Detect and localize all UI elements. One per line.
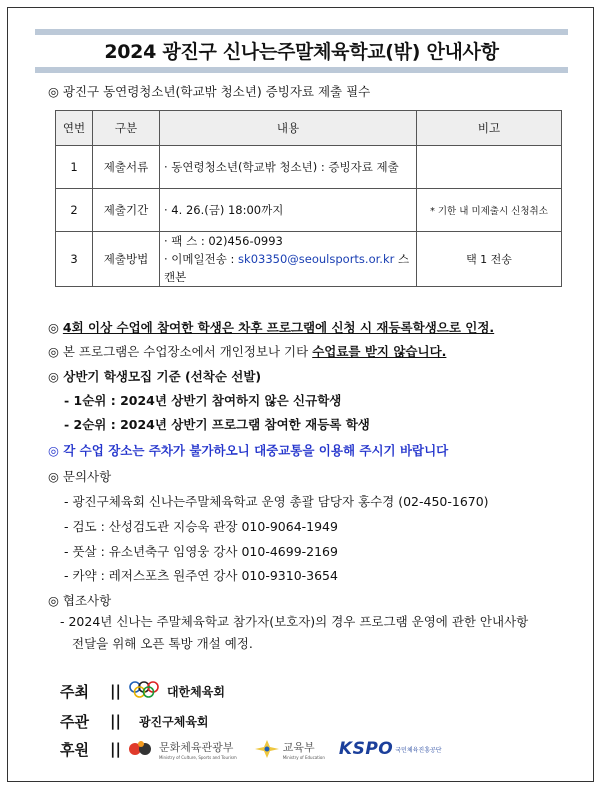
item-no-fee	[48, 342, 446, 360]
support-org1: 문화체육관광부	[158, 740, 234, 754]
host-org: 대한체육회	[166, 684, 225, 699]
cell-category: 제출서류	[93, 146, 160, 189]
item-no-fee-underline: 수업료를 받지 않습니다.	[312, 344, 447, 359]
cooperation-line-2: 전달을 위해 오픈 톡방 개설 예정.	[72, 636, 253, 651]
header-content: 내용	[160, 111, 417, 146]
item-cooperation: ◎ 협조사항	[48, 593, 112, 608]
cell-no: 2	[56, 189, 93, 232]
support-separator: ||	[110, 740, 121, 758]
support-row	[60, 734, 442, 764]
email-suffix: 스캔본	[164, 252, 410, 284]
notice-submission-required: ◎ 광진구 동연령청소년(학교밖 청소년) 증빙자료 제출 필수	[48, 84, 371, 99]
olympic-rings-icon	[127, 679, 161, 703]
title-bar-top	[35, 29, 568, 35]
mcst-text	[159, 739, 237, 760]
support-org2: 교육부	[282, 740, 315, 754]
item-no-parking: ◎ 각 수업 장소는 주차가 불가하오니 대중교통을 이용해 주시기 바랍니다	[48, 443, 449, 458]
cell-no: 3	[56, 232, 93, 287]
fax-line: · 팩 스 : 02)456-0993	[164, 234, 283, 248]
table-row	[56, 146, 562, 189]
host-separator: ||	[110, 682, 121, 700]
inquiry-main: - 광진구체육회 신나는주말체육학교 운영 총괄 담당자 홍수경 (02-450-1670)	[64, 494, 489, 509]
support-org3-sub: 국민체육진흥공단	[395, 746, 442, 754]
cell-no: 1	[56, 146, 93, 189]
item-bullet: ◎	[48, 320, 63, 335]
email-prefix: · 이메일전송 :	[164, 252, 239, 266]
cell-content: · 4. 26.(금) 18:00까지	[160, 189, 417, 232]
cell-note: * 기한 내 미제출시 신청취소	[417, 189, 562, 232]
organizer-label: 주관	[60, 712, 89, 731]
cell-note: 택 1 전송	[417, 232, 562, 287]
email-link[interactable]: sk03350@seoulsports.or.kr	[238, 252, 395, 266]
moe-text	[283, 739, 325, 760]
cell-content	[160, 232, 417, 287]
item-priority-1: - 1순위 : 2024년 상반기 참여하지 않은 신규학생	[64, 393, 342, 408]
support-org3: KSPO	[338, 739, 394, 759]
table-row	[56, 189, 562, 232]
inquiry-kendo: - 검도 : 산성검도관 지승욱 관장 010-9064-1949	[64, 519, 338, 534]
support-label: 후원	[60, 740, 89, 759]
requirements-table	[55, 110, 562, 287]
header-no: 연번	[56, 111, 93, 146]
page-title: 2024 광진구 신나는주말체육학교(밖) 안내사항	[104, 41, 499, 63]
cell-note	[417, 146, 562, 189]
cell-category: 제출방법	[93, 232, 160, 287]
host-row	[60, 676, 225, 706]
moe-logo-icon	[253, 738, 281, 760]
inquiry-futsal: - 풋살 : 유소년축구 임영웅 강사 010-4699-2169	[64, 544, 338, 559]
support-org2-en: Ministry of Education	[282, 754, 325, 760]
header-category: 구분	[93, 111, 160, 146]
item-priority-2: - 2순위 : 2024년 상반기 프로그램 참여한 재등록 학생	[64, 417, 370, 432]
item-reregistration-text: 4회 이상 수업에 참여한 학생은 차후 프로그램에 신청 시 재등록학생으로 인정.	[62, 320, 495, 335]
item-inquiries: ◎ 문의사항	[48, 469, 112, 484]
mcst-logo-icon	[127, 739, 157, 759]
item-no-fee-prefix: ◎ 본 프로그램은 수업장소에서 개인정보나 기타	[48, 344, 313, 359]
item-reregistration	[48, 318, 494, 336]
cell-category: 제출기간	[93, 189, 160, 232]
table-header-row	[56, 111, 562, 146]
cooperation-line-1: - 2024년 신나는 주말체육학교 참가자(보호자)의 경우 프로그램 운영에 관한 안내사항	[60, 614, 529, 629]
table-row	[56, 232, 562, 287]
host-label: 주최	[60, 682, 89, 701]
email-line	[164, 250, 412, 286]
inquiry-kayak: - 카약 : 레저스포츠 원주연 강사 010-9310-3654	[64, 568, 338, 583]
organizer-row	[60, 706, 209, 736]
support-org1-en: Ministry of Culture, Sports and Tourism	[158, 754, 237, 760]
item-recruit-criteria: ◎ 상반기 학생모집 기준 (선착순 선발)	[48, 369, 262, 384]
header-note: 비고	[417, 111, 562, 146]
title-bar-bottom	[35, 67, 568, 73]
cell-content: · 동연령청소년(학교밖 청소년) : 증빙자료 제출	[160, 146, 417, 189]
organizer-separator: ||	[110, 712, 121, 730]
organizer-org: 광진구체육회	[138, 714, 209, 729]
